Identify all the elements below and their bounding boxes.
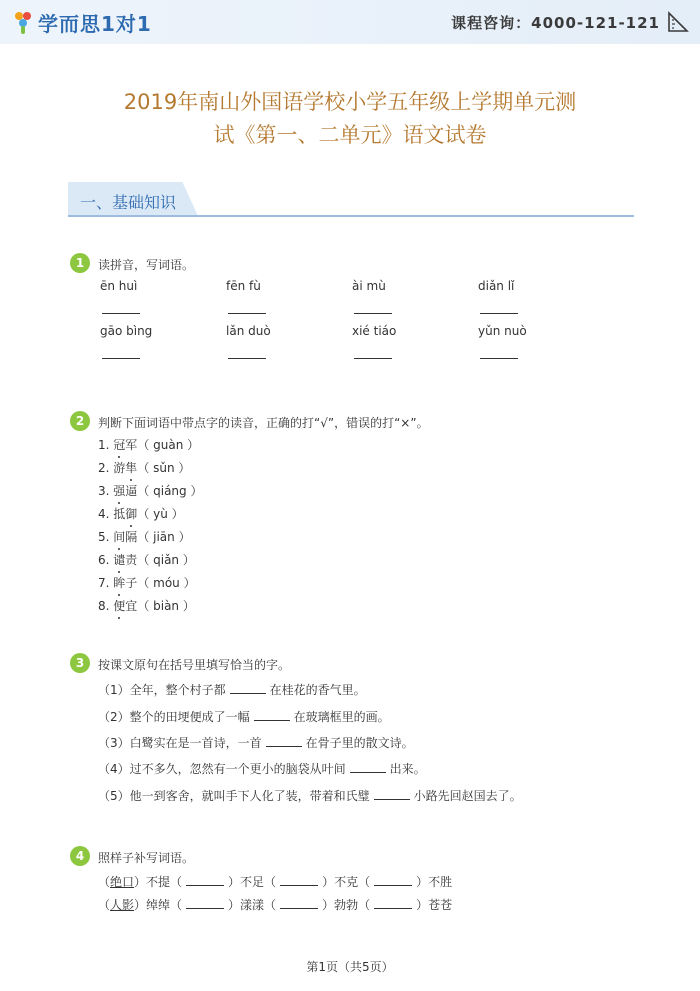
item-number: 4. xyxy=(98,507,110,521)
pinyin-item: diǎn lǐ xyxy=(478,279,515,293)
question-number: 3 xyxy=(70,653,90,673)
word-char: 宜 xyxy=(125,599,138,613)
idiom-text: ）绰绰（ xyxy=(134,898,183,912)
title-line-2: 试《第一、二单元》语文试卷 xyxy=(213,123,487,147)
answer-blank[interactable] xyxy=(102,313,140,314)
idiom-blank[interactable] xyxy=(280,884,318,886)
idiom-blank[interactable] xyxy=(186,884,224,886)
question-prompt: 读拼音，写词语。 xyxy=(98,258,195,272)
ruler-icon xyxy=(666,10,690,34)
fill-blank[interactable] xyxy=(266,745,302,747)
answer-blank[interactable] xyxy=(354,358,392,359)
question-prompt: 判断下面词语中带点字的读音，正确的打“√”，错误的打“×”。 xyxy=(98,416,429,430)
pinyin-item: fēn fù xyxy=(226,279,261,293)
judge-item xyxy=(98,574,196,591)
fill-item-text: 在骨子里的散文诗。 xyxy=(305,736,414,750)
pinyin-item: yǔn nuò xyxy=(478,324,527,338)
judge-item xyxy=(98,505,184,522)
page-header xyxy=(0,0,700,44)
idiom-text: ）不提（ xyxy=(134,875,183,889)
pinyin-item: lǎn duò xyxy=(226,324,271,338)
answer-blank[interactable] xyxy=(480,358,518,359)
judge-item xyxy=(98,528,191,545)
fill-blank[interactable] xyxy=(374,798,410,800)
section-header xyxy=(68,182,634,218)
page-footer: 第1页（共5页） xyxy=(306,960,394,974)
item-pinyin: （ qiǎn ） xyxy=(137,553,195,567)
dotted-char: 隼 xyxy=(125,461,138,475)
fill-blank[interactable] xyxy=(350,771,386,773)
pinyin-item: ēn huì xyxy=(100,279,138,293)
fill-item xyxy=(98,681,366,698)
item-pinyin: （ qiáng ） xyxy=(137,484,203,498)
item-number: 6. xyxy=(98,553,110,567)
judge-item xyxy=(98,459,190,476)
idiom-blank[interactable] xyxy=(280,907,318,909)
judge-item xyxy=(98,597,195,614)
word-char: 逼 xyxy=(125,484,138,498)
fill-item xyxy=(98,708,390,725)
dotted-char: 间 xyxy=(113,530,126,544)
idiom-blank[interactable] xyxy=(374,884,412,886)
brand-name: 学而思1对1 xyxy=(38,12,152,36)
idiom-text: ）不克（ xyxy=(322,875,371,889)
idiom-text: ）勃勃（ xyxy=(322,898,371,912)
fill-item-text: （4）过不多久，忽然有一个更小的脑袋从叶间 xyxy=(98,762,346,776)
dotted-char: 眸 xyxy=(113,576,126,590)
word-char: 游 xyxy=(113,461,126,475)
question-prompt: 按课文原句在括号里填写恰当的字。 xyxy=(98,658,291,672)
fill-item-text: 在玻璃框里的画。 xyxy=(293,710,390,724)
item-pinyin: （ yù ） xyxy=(137,507,184,521)
item-pinyin: （ jiān ） xyxy=(137,530,191,544)
answer-blank[interactable] xyxy=(228,313,266,314)
dotted-char: 便 xyxy=(113,599,126,613)
page-title xyxy=(60,86,640,152)
fill-item xyxy=(98,734,414,751)
dotted-char: 谴 xyxy=(113,553,126,567)
example-word: 人影 xyxy=(110,898,135,912)
fill-item-text: 小路先回赵国去了。 xyxy=(413,789,522,803)
brand-logo xyxy=(12,8,152,37)
judge-item xyxy=(98,551,195,568)
fill-item xyxy=(98,760,426,777)
item-pinyin: （ móu ） xyxy=(137,576,196,590)
answer-blank[interactable] xyxy=(480,313,518,314)
fill-blank[interactable] xyxy=(230,692,266,694)
item-number: 3. xyxy=(98,484,110,498)
dotted-char: 御 xyxy=(125,507,138,521)
fill-item-text: （1）全年，整个村子都 xyxy=(98,683,226,697)
question-prompt: 照样子补写词语。 xyxy=(98,851,195,865)
word-char: 隔 xyxy=(125,530,138,544)
word-char: 军 xyxy=(125,438,138,452)
item-number: 8. xyxy=(98,599,110,613)
idiom-text: ）不足（ xyxy=(228,875,277,889)
fill-item-text: 在桂花的香气里。 xyxy=(269,683,366,697)
word-char: 子 xyxy=(125,576,138,590)
fill-item-text: （2）整个的田埂便成了一幅 xyxy=(98,710,250,724)
example-word: 绝口 xyxy=(110,875,135,889)
question-number: 2 xyxy=(70,411,90,431)
answer-blank[interactable] xyxy=(354,313,392,314)
section-divider xyxy=(68,215,634,217)
question-number: 1 xyxy=(70,253,90,273)
answer-blank[interactable] xyxy=(228,358,266,359)
question-number: 4 xyxy=(70,846,90,866)
idiom-text: ）漾漾（ xyxy=(228,898,277,912)
item-number: 5. xyxy=(98,530,110,544)
fill-item xyxy=(98,787,522,804)
judge-item xyxy=(98,436,199,453)
word-char: 责 xyxy=(125,553,138,567)
pinyin-item: xié tiáo xyxy=(352,324,397,338)
item-pinyin: （ sǔn ） xyxy=(137,461,191,475)
consult-phone: 课程咨询：4000-121-121 xyxy=(451,14,660,32)
item-number: 7. xyxy=(98,576,110,590)
idiom-row: （人影）绰绰（ ）漾漾（ ）勃勃（ ）苍苍 xyxy=(98,898,453,912)
item-pinyin: （ biàn ） xyxy=(137,599,195,613)
fill-item-text: 出来。 xyxy=(389,762,426,776)
word-char: 抵 xyxy=(113,507,126,521)
item-number: 1. xyxy=(98,438,110,452)
logo-icon xyxy=(12,10,34,36)
dotted-char: 冠 xyxy=(113,438,126,452)
idiom-blank[interactable] xyxy=(374,907,412,909)
judge-item xyxy=(98,482,202,499)
fill-item-text: （3）白鹭实在是一首诗，一首 xyxy=(98,736,262,750)
idiom-row: （绝口）不提（ ）不足（ ）不克（ ）不胜 xyxy=(98,875,453,889)
dotted-char: 强 xyxy=(113,484,126,498)
pinyin-item: ài mù xyxy=(352,279,386,293)
idiom-blank[interactable] xyxy=(186,907,224,909)
pinyin-item: gāo bìng xyxy=(100,324,153,338)
item-pinyin: （ guàn ） xyxy=(137,438,200,452)
answer-blank[interactable] xyxy=(102,358,140,359)
fill-blank[interactable] xyxy=(254,719,290,721)
fill-item-text: （5）他一到客舍，就叫手下人化了装，带着和氏璧 xyxy=(98,789,370,803)
title-line-1: 2019年南山外国语学校小学五年级上学期单元测 xyxy=(123,90,577,114)
idiom-text: ）不胜 xyxy=(416,875,453,889)
idiom-text: ）苍苍 xyxy=(416,898,453,912)
section-title: 一、基础知识 xyxy=(80,193,177,212)
item-number: 2. xyxy=(98,461,110,475)
